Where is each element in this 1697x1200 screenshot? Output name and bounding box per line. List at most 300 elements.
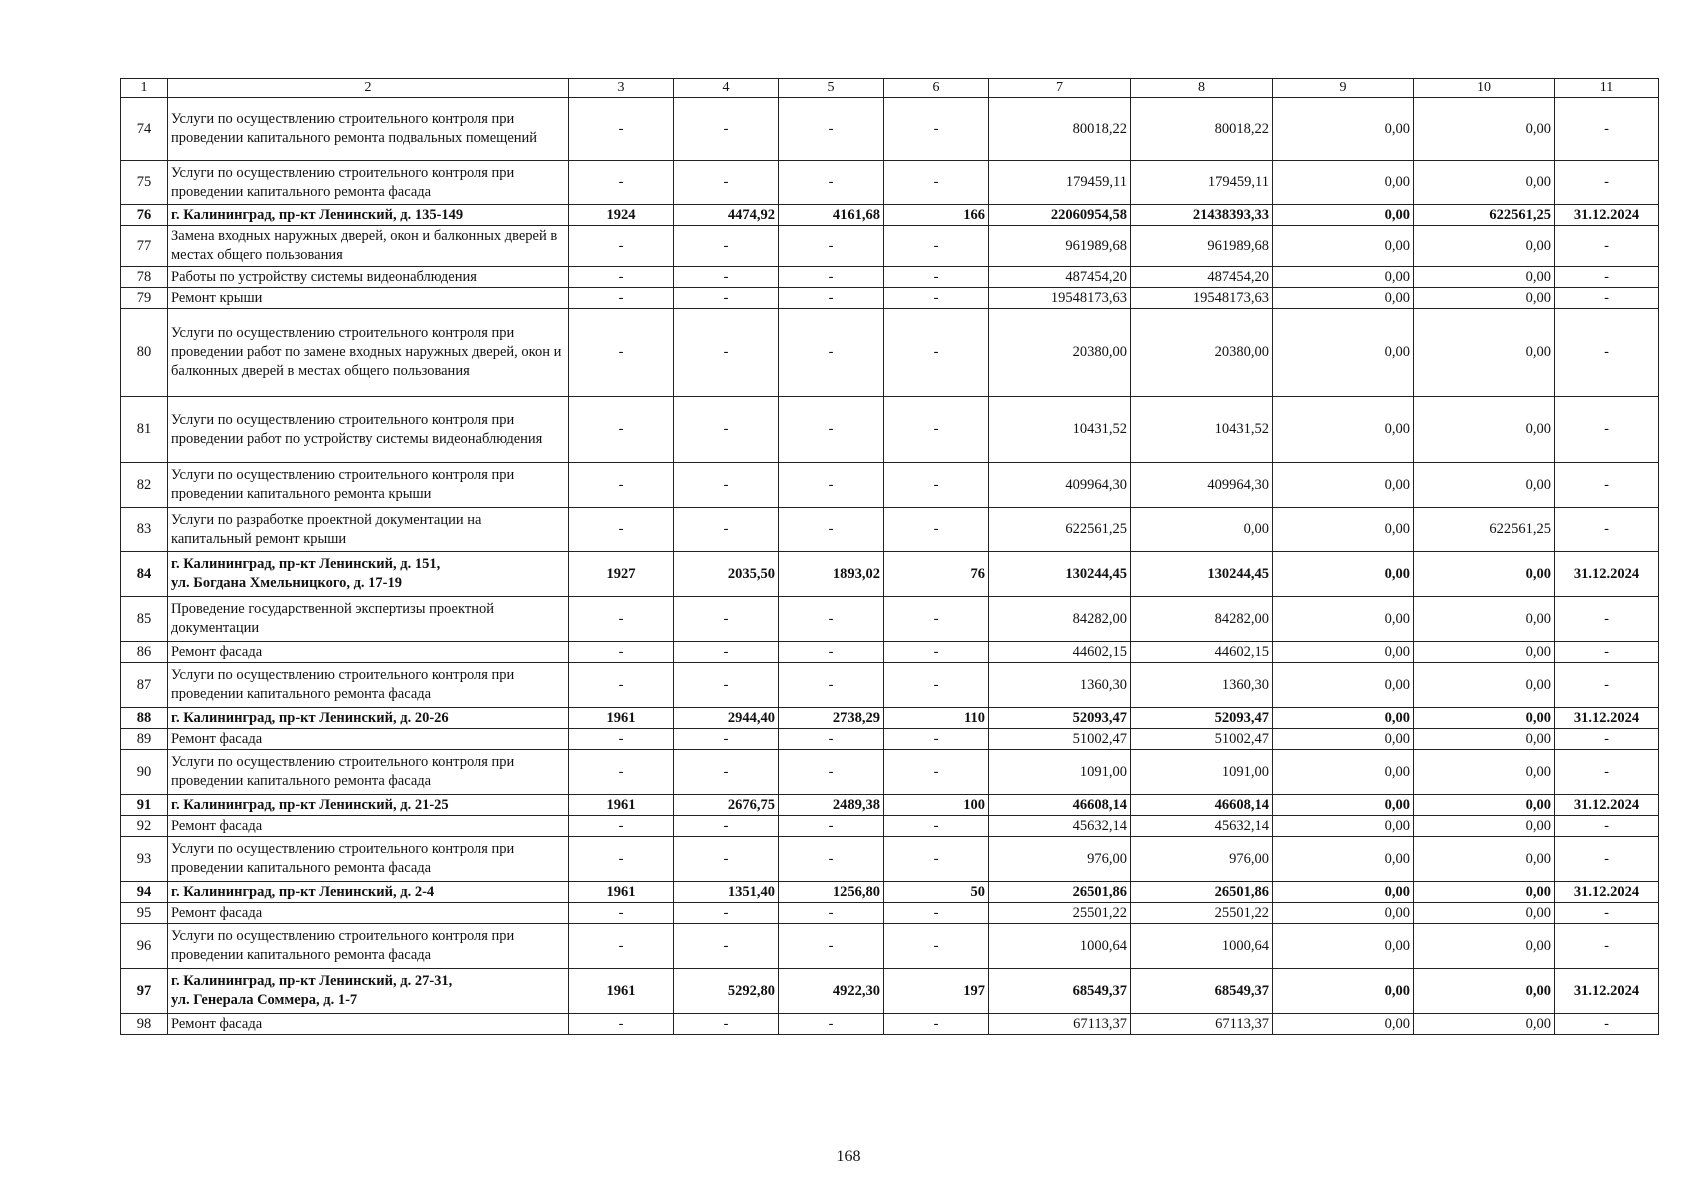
year-cell: - bbox=[569, 267, 674, 288]
area-living-cell: - bbox=[779, 837, 884, 882]
residents-cell: 110 bbox=[884, 708, 989, 729]
cost-total-cell: 84282,00 bbox=[989, 597, 1131, 642]
deadline-cell: - bbox=[1555, 642, 1659, 663]
row-number-cell: 90 bbox=[121, 750, 168, 795]
cost-other-cell: 0,00 bbox=[1414, 663, 1555, 708]
cost-fund-cell: 179459,11 bbox=[1131, 161, 1273, 205]
year-cell: - bbox=[569, 98, 674, 161]
name-cell: Услуги по осуществлению строительного контроля при проведении работ по замене входных наружных дверей, окон и балконных дверей в местах общего пользования bbox=[168, 309, 569, 397]
cost-fund-cell: 25501,22 bbox=[1131, 903, 1273, 924]
area-total-cell: - bbox=[674, 267, 779, 288]
year-cell: - bbox=[569, 924, 674, 969]
work-row bbox=[121, 837, 1659, 882]
residents-cell: - bbox=[884, 924, 989, 969]
area-living-cell: 1256,80 bbox=[779, 882, 884, 903]
cost-fund-cell: 409964,30 bbox=[1131, 463, 1273, 508]
cost-total-cell: 20380,00 bbox=[989, 309, 1131, 397]
deadline-cell: - bbox=[1555, 288, 1659, 309]
header-cell: 10 bbox=[1414, 79, 1555, 98]
cost-budget-cell: 0,00 bbox=[1273, 795, 1414, 816]
work-row bbox=[121, 267, 1659, 288]
year-cell: - bbox=[569, 226, 674, 267]
name-cell: Ремонт фасада bbox=[168, 903, 569, 924]
year-cell: - bbox=[569, 750, 674, 795]
year-cell: - bbox=[569, 508, 674, 552]
row-number-cell: 91 bbox=[121, 795, 168, 816]
row-number-cell: 83 bbox=[121, 508, 168, 552]
cost-budget-cell: 0,00 bbox=[1273, 837, 1414, 882]
address-row bbox=[121, 552, 1659, 597]
cost-fund-cell: 84282,00 bbox=[1131, 597, 1273, 642]
deadline-cell: - bbox=[1555, 267, 1659, 288]
cost-total-cell: 1091,00 bbox=[989, 750, 1131, 795]
address-row bbox=[121, 795, 1659, 816]
cost-fund-cell: 1091,00 bbox=[1131, 750, 1273, 795]
header-cell: 2 bbox=[168, 79, 569, 98]
cost-budget-cell: 0,00 bbox=[1273, 642, 1414, 663]
cost-fund-cell: 961989,68 bbox=[1131, 226, 1273, 267]
deadline-cell: - bbox=[1555, 903, 1659, 924]
area-total-cell: 1351,40 bbox=[674, 882, 779, 903]
cost-budget-cell: 0,00 bbox=[1273, 205, 1414, 226]
cost-budget-cell: 0,00 bbox=[1273, 903, 1414, 924]
cost-total-cell: 52093,47 bbox=[989, 708, 1131, 729]
name-cell: г. Калининград, пр-кт Ленинский, д. 2-4 bbox=[168, 882, 569, 903]
residents-cell: 100 bbox=[884, 795, 989, 816]
deadline-cell: - bbox=[1555, 663, 1659, 708]
cost-other-cell: 0,00 bbox=[1414, 642, 1555, 663]
header-cell: 3 bbox=[569, 79, 674, 98]
residents-cell: - bbox=[884, 597, 989, 642]
work-row bbox=[121, 288, 1659, 309]
row-number-cell: 86 bbox=[121, 642, 168, 663]
header-cell: 4 bbox=[674, 79, 779, 98]
residents-cell: - bbox=[884, 397, 989, 463]
area-living-cell: - bbox=[779, 397, 884, 463]
work-row bbox=[121, 226, 1659, 267]
residents-cell: - bbox=[884, 1014, 989, 1035]
deadline-cell: 31.12.2024 bbox=[1555, 882, 1659, 903]
cost-other-cell: 0,00 bbox=[1414, 1014, 1555, 1035]
deadline-cell: - bbox=[1555, 1014, 1659, 1035]
area-living-cell: - bbox=[779, 226, 884, 267]
cost-other-cell: 0,00 bbox=[1414, 903, 1555, 924]
area-total-cell: - bbox=[674, 397, 779, 463]
cost-other-cell: 0,00 bbox=[1414, 267, 1555, 288]
area-total-cell: 2944,40 bbox=[674, 708, 779, 729]
year-cell: - bbox=[569, 309, 674, 397]
cost-total-cell: 10431,52 bbox=[989, 397, 1131, 463]
name-cell: Услуги по осуществлению строительного контроля при проведении капитального ремонта фасада bbox=[168, 837, 569, 882]
address-row bbox=[121, 205, 1659, 226]
cost-total-cell: 44602,15 bbox=[989, 642, 1131, 663]
deadline-cell: 31.12.2024 bbox=[1555, 552, 1659, 597]
work-row bbox=[121, 309, 1659, 397]
row-number-cell: 96 bbox=[121, 924, 168, 969]
area-living-cell: - bbox=[779, 161, 884, 205]
deadline-cell: 31.12.2024 bbox=[1555, 205, 1659, 226]
cost-fund-cell: 26501,86 bbox=[1131, 882, 1273, 903]
work-row bbox=[121, 98, 1659, 161]
name-cell: Услуги по осуществлению строительного контроля при проведении капитального ремонта фасада bbox=[168, 161, 569, 205]
cost-budget-cell: 0,00 bbox=[1273, 924, 1414, 969]
row-number-cell: 84 bbox=[121, 552, 168, 597]
cost-other-cell: 0,00 bbox=[1414, 597, 1555, 642]
name-cell: Услуги по осуществлению строительного контроля при проведении капитального ремонта фасада bbox=[168, 924, 569, 969]
residents-cell: - bbox=[884, 463, 989, 508]
area-living-cell: - bbox=[779, 508, 884, 552]
year-cell: 1961 bbox=[569, 708, 674, 729]
work-row bbox=[121, 750, 1659, 795]
cost-budget-cell: 0,00 bbox=[1273, 552, 1414, 597]
work-row bbox=[121, 508, 1659, 552]
row-number-cell: 80 bbox=[121, 309, 168, 397]
cost-other-cell: 0,00 bbox=[1414, 309, 1555, 397]
cost-other-cell: 0,00 bbox=[1414, 161, 1555, 205]
name-cell: Проведение государственной экспертизы проектной документации bbox=[168, 597, 569, 642]
deadline-cell: - bbox=[1555, 750, 1659, 795]
area-total-cell: 2676,75 bbox=[674, 795, 779, 816]
year-cell: 1924 bbox=[569, 205, 674, 226]
cost-budget-cell: 0,00 bbox=[1273, 663, 1414, 708]
area-total-cell: - bbox=[674, 729, 779, 750]
name-cell: Работы по устройству системы видеонаблюдения bbox=[168, 267, 569, 288]
area-total-cell: - bbox=[674, 750, 779, 795]
cost-other-cell: 0,00 bbox=[1414, 463, 1555, 508]
cost-budget-cell: 0,00 bbox=[1273, 969, 1414, 1014]
name-cell: Замена входных наружных дверей, окон и балконных дверей в местах общего пользования bbox=[168, 226, 569, 267]
residents-cell: - bbox=[884, 816, 989, 837]
year-cell: 1961 bbox=[569, 882, 674, 903]
cost-total-cell: 130244,45 bbox=[989, 552, 1131, 597]
header-cell: 5 bbox=[779, 79, 884, 98]
area-living-cell: - bbox=[779, 98, 884, 161]
cost-fund-cell: 10431,52 bbox=[1131, 397, 1273, 463]
area-total-cell: - bbox=[674, 816, 779, 837]
residents-cell: 197 bbox=[884, 969, 989, 1014]
cost-total-cell: 80018,22 bbox=[989, 98, 1131, 161]
cost-total-cell: 976,00 bbox=[989, 837, 1131, 882]
cost-fund-cell: 0,00 bbox=[1131, 508, 1273, 552]
year-cell: - bbox=[569, 729, 674, 750]
area-total-cell: - bbox=[674, 98, 779, 161]
deadline-cell: - bbox=[1555, 161, 1659, 205]
area-living-cell: - bbox=[779, 750, 884, 795]
header-cell: 1 bbox=[121, 79, 168, 98]
deadline-cell: - bbox=[1555, 309, 1659, 397]
cost-fund-cell: 68549,37 bbox=[1131, 969, 1273, 1014]
row-number-cell: 97 bbox=[121, 969, 168, 1014]
area-total-cell: - bbox=[674, 1014, 779, 1035]
row-number-cell: 94 bbox=[121, 882, 168, 903]
address-row bbox=[121, 708, 1659, 729]
deadline-cell: 31.12.2024 bbox=[1555, 969, 1659, 1014]
cost-fund-cell: 52093,47 bbox=[1131, 708, 1273, 729]
residents-cell: - bbox=[884, 161, 989, 205]
area-total-cell: - bbox=[674, 161, 779, 205]
deadline-cell: - bbox=[1555, 463, 1659, 508]
column-number-row bbox=[121, 79, 1659, 98]
area-living-cell: 4161,68 bbox=[779, 205, 884, 226]
cost-budget-cell: 0,00 bbox=[1273, 882, 1414, 903]
header-cell: 7 bbox=[989, 79, 1131, 98]
residents-cell: - bbox=[884, 642, 989, 663]
area-total-cell: - bbox=[674, 508, 779, 552]
cost-budget-cell: 0,00 bbox=[1273, 508, 1414, 552]
year-cell: 1927 bbox=[569, 552, 674, 597]
name-cell: Ремонт крыши bbox=[168, 288, 569, 309]
area-living-cell: - bbox=[779, 267, 884, 288]
year-cell: - bbox=[569, 597, 674, 642]
area-living-cell: - bbox=[779, 288, 884, 309]
capital-repair-table bbox=[120, 78, 1659, 1035]
cost-total-cell: 487454,20 bbox=[989, 267, 1131, 288]
year-cell: 1961 bbox=[569, 969, 674, 1014]
area-total-cell: 2035,50 bbox=[674, 552, 779, 597]
cost-budget-cell: 0,00 bbox=[1273, 309, 1414, 397]
year-cell: - bbox=[569, 837, 674, 882]
cost-other-cell: 622561,25 bbox=[1414, 205, 1555, 226]
year-cell: - bbox=[569, 463, 674, 508]
cost-other-cell: 0,00 bbox=[1414, 729, 1555, 750]
work-row bbox=[121, 397, 1659, 463]
name-cell: Услуги по разработке проектной документации на капитальный ремонт крыши bbox=[168, 508, 569, 552]
residents-cell: - bbox=[884, 267, 989, 288]
name-cell: г. Калининград, пр-кт Ленинский, д. 20-26 bbox=[168, 708, 569, 729]
cost-total-cell: 46608,14 bbox=[989, 795, 1131, 816]
cost-budget-cell: 0,00 bbox=[1273, 816, 1414, 837]
residents-cell: 76 bbox=[884, 552, 989, 597]
residents-cell: - bbox=[884, 729, 989, 750]
cost-budget-cell: 0,00 bbox=[1273, 397, 1414, 463]
cost-other-cell: 0,00 bbox=[1414, 969, 1555, 1014]
cost-other-cell: 0,00 bbox=[1414, 288, 1555, 309]
work-row bbox=[121, 161, 1659, 205]
row-number-cell: 81 bbox=[121, 397, 168, 463]
year-cell: - bbox=[569, 642, 674, 663]
cost-total-cell: 409964,30 bbox=[989, 463, 1131, 508]
deadline-cell: 31.12.2024 bbox=[1555, 708, 1659, 729]
cost-fund-cell: 487454,20 bbox=[1131, 267, 1273, 288]
cost-total-cell: 22060954,58 bbox=[989, 205, 1131, 226]
row-number-cell: 93 bbox=[121, 837, 168, 882]
address-row bbox=[121, 882, 1659, 903]
area-total-cell: - bbox=[674, 288, 779, 309]
area-living-cell: - bbox=[779, 309, 884, 397]
cost-other-cell: 622561,25 bbox=[1414, 508, 1555, 552]
work-row bbox=[121, 597, 1659, 642]
area-total-cell: - bbox=[674, 226, 779, 267]
name-cell: г. Калининград, пр-кт Ленинский, д. 21-25 bbox=[168, 795, 569, 816]
cost-fund-cell: 1000,64 bbox=[1131, 924, 1273, 969]
cost-budget-cell: 0,00 bbox=[1273, 161, 1414, 205]
cost-other-cell: 0,00 bbox=[1414, 924, 1555, 969]
cost-total-cell: 961989,68 bbox=[989, 226, 1131, 267]
area-living-cell: 4922,30 bbox=[779, 969, 884, 1014]
residents-cell: - bbox=[884, 663, 989, 708]
deadline-cell: - bbox=[1555, 837, 1659, 882]
deadline-cell: - bbox=[1555, 924, 1659, 969]
year-cell: - bbox=[569, 1014, 674, 1035]
work-row bbox=[121, 903, 1659, 924]
area-living-cell: - bbox=[779, 816, 884, 837]
cost-budget-cell: 0,00 bbox=[1273, 708, 1414, 729]
year-cell: - bbox=[569, 663, 674, 708]
cost-other-cell: 0,00 bbox=[1414, 750, 1555, 795]
cost-budget-cell: 0,00 bbox=[1273, 1014, 1414, 1035]
cost-fund-cell: 20380,00 bbox=[1131, 309, 1273, 397]
area-living-cell: - bbox=[779, 729, 884, 750]
cost-fund-cell: 21438393,33 bbox=[1131, 205, 1273, 226]
residents-cell: - bbox=[884, 309, 989, 397]
area-living-cell: - bbox=[779, 1014, 884, 1035]
name-cell: г. Калининград, пр-кт Ленинский, д. 27-31, ул. Генерала Соммера, д. 1-7 bbox=[168, 969, 569, 1014]
work-row bbox=[121, 663, 1659, 708]
cost-total-cell: 51002,47 bbox=[989, 729, 1131, 750]
header-cell: 6 bbox=[884, 79, 989, 98]
area-total-cell: - bbox=[674, 837, 779, 882]
work-row bbox=[121, 463, 1659, 508]
cost-budget-cell: 0,00 bbox=[1273, 98, 1414, 161]
cost-fund-cell: 44602,15 bbox=[1131, 642, 1273, 663]
row-number-cell: 92 bbox=[121, 816, 168, 837]
cost-budget-cell: 0,00 bbox=[1273, 463, 1414, 508]
table-body bbox=[121, 79, 1659, 1035]
area-living-cell: - bbox=[779, 924, 884, 969]
name-cell: Ремонт фасада bbox=[168, 642, 569, 663]
cost-fund-cell: 19548173,63 bbox=[1131, 288, 1273, 309]
year-cell: - bbox=[569, 903, 674, 924]
area-total-cell: - bbox=[674, 924, 779, 969]
name-cell: Услуги по осуществлению строительного контроля при проведении капитального ремонта фасада bbox=[168, 750, 569, 795]
cost-fund-cell: 46608,14 bbox=[1131, 795, 1273, 816]
deadline-cell: - bbox=[1555, 816, 1659, 837]
cost-total-cell: 25501,22 bbox=[989, 903, 1131, 924]
residents-cell: - bbox=[884, 288, 989, 309]
year-cell: - bbox=[569, 397, 674, 463]
cost-other-cell: 0,00 bbox=[1414, 837, 1555, 882]
name-cell: Услуги по осуществлению строительного контроля при проведении капитального ремонта крыши bbox=[168, 463, 569, 508]
cost-budget-cell: 0,00 bbox=[1273, 267, 1414, 288]
cost-other-cell: 0,00 bbox=[1414, 552, 1555, 597]
name-cell: Ремонт фасада bbox=[168, 1014, 569, 1035]
cost-other-cell: 0,00 bbox=[1414, 397, 1555, 463]
year-cell: 1961 bbox=[569, 795, 674, 816]
header-cell: 8 bbox=[1131, 79, 1273, 98]
row-number-cell: 95 bbox=[121, 903, 168, 924]
area-total-cell: - bbox=[674, 903, 779, 924]
name-cell: Услуги по осуществлению строительного контроля при проведении капитального ремонта подвальных помещений bbox=[168, 98, 569, 161]
cost-budget-cell: 0,00 bbox=[1273, 729, 1414, 750]
deadline-cell: - bbox=[1555, 729, 1659, 750]
name-cell: Услуги по осуществлению строительного контроля при проведении работ по устройству системы видеонаблюдения bbox=[168, 397, 569, 463]
cost-total-cell: 45632,14 bbox=[989, 816, 1131, 837]
cost-other-cell: 0,00 bbox=[1414, 795, 1555, 816]
cost-total-cell: 26501,86 bbox=[989, 882, 1131, 903]
cost-total-cell: 622561,25 bbox=[989, 508, 1131, 552]
cost-total-cell: 67113,37 bbox=[989, 1014, 1131, 1035]
row-number-cell: 74 bbox=[121, 98, 168, 161]
cost-fund-cell: 51002,47 bbox=[1131, 729, 1273, 750]
cost-other-cell: 0,00 bbox=[1414, 816, 1555, 837]
work-row bbox=[121, 642, 1659, 663]
cost-total-cell: 19548173,63 bbox=[989, 288, 1131, 309]
deadline-cell: 31.12.2024 bbox=[1555, 795, 1659, 816]
area-total-cell: - bbox=[674, 663, 779, 708]
area-total-cell: 5292,80 bbox=[674, 969, 779, 1014]
row-number-cell: 76 bbox=[121, 205, 168, 226]
cost-other-cell: 0,00 bbox=[1414, 98, 1555, 161]
page-number: 168 bbox=[836, 1148, 861, 1165]
cost-total-cell: 68549,37 bbox=[989, 969, 1131, 1014]
row-number-cell: 78 bbox=[121, 267, 168, 288]
cost-other-cell: 0,00 bbox=[1414, 882, 1555, 903]
deadline-cell: - bbox=[1555, 597, 1659, 642]
row-number-cell: 98 bbox=[121, 1014, 168, 1035]
year-cell: - bbox=[569, 288, 674, 309]
cost-fund-cell: 45632,14 bbox=[1131, 816, 1273, 837]
area-living-cell: 2489,38 bbox=[779, 795, 884, 816]
residents-cell: - bbox=[884, 750, 989, 795]
cost-budget-cell: 0,00 bbox=[1273, 226, 1414, 267]
area-total-cell: - bbox=[674, 309, 779, 397]
row-number-cell: 82 bbox=[121, 463, 168, 508]
row-number-cell: 77 bbox=[121, 226, 168, 267]
cost-fund-cell: 130244,45 bbox=[1131, 552, 1273, 597]
cost-budget-cell: 0,00 bbox=[1273, 750, 1414, 795]
deadline-cell: - bbox=[1555, 508, 1659, 552]
year-cell: - bbox=[569, 161, 674, 205]
residents-cell: - bbox=[884, 98, 989, 161]
cost-other-cell: 0,00 bbox=[1414, 226, 1555, 267]
area-total-cell: - bbox=[674, 642, 779, 663]
area-total-cell: 4474,92 bbox=[674, 205, 779, 226]
area-living-cell: - bbox=[779, 663, 884, 708]
cost-fund-cell: 67113,37 bbox=[1131, 1014, 1273, 1035]
row-number-cell: 88 bbox=[121, 708, 168, 729]
row-number-cell: 85 bbox=[121, 597, 168, 642]
area-total-cell: - bbox=[674, 463, 779, 508]
name-cell: Услуги по осуществлению строительного контроля при проведении капитального ремонта фасада bbox=[168, 663, 569, 708]
header-cell: 11 bbox=[1555, 79, 1659, 98]
cost-budget-cell: 0,00 bbox=[1273, 288, 1414, 309]
residents-cell: 166 bbox=[884, 205, 989, 226]
work-row bbox=[121, 816, 1659, 837]
work-row bbox=[121, 1014, 1659, 1035]
cost-fund-cell: 1360,30 bbox=[1131, 663, 1273, 708]
row-number-cell: 89 bbox=[121, 729, 168, 750]
deadline-cell: - bbox=[1555, 98, 1659, 161]
header-cell: 9 bbox=[1273, 79, 1414, 98]
row-number-cell: 79 bbox=[121, 288, 168, 309]
year-cell: - bbox=[569, 816, 674, 837]
area-living-cell: - bbox=[779, 463, 884, 508]
area-total-cell: - bbox=[674, 597, 779, 642]
cost-total-cell: 1360,30 bbox=[989, 663, 1131, 708]
area-living-cell: 1893,02 bbox=[779, 552, 884, 597]
deadline-cell: - bbox=[1555, 397, 1659, 463]
row-number-cell: 75 bbox=[121, 161, 168, 205]
name-cell: г. Калининград, пр-кт Ленинский, д. 151, ул. Богдана Хмельницкого, д. 17-19 bbox=[168, 552, 569, 597]
area-living-cell: - bbox=[779, 642, 884, 663]
deadline-cell: - bbox=[1555, 226, 1659, 267]
residents-cell: - bbox=[884, 837, 989, 882]
cost-budget-cell: 0,00 bbox=[1273, 597, 1414, 642]
work-row bbox=[121, 924, 1659, 969]
residents-cell: - bbox=[884, 903, 989, 924]
area-living-cell: 2738,29 bbox=[779, 708, 884, 729]
name-cell: г. Калининград, пр-кт Ленинский, д. 135-149 bbox=[168, 205, 569, 226]
